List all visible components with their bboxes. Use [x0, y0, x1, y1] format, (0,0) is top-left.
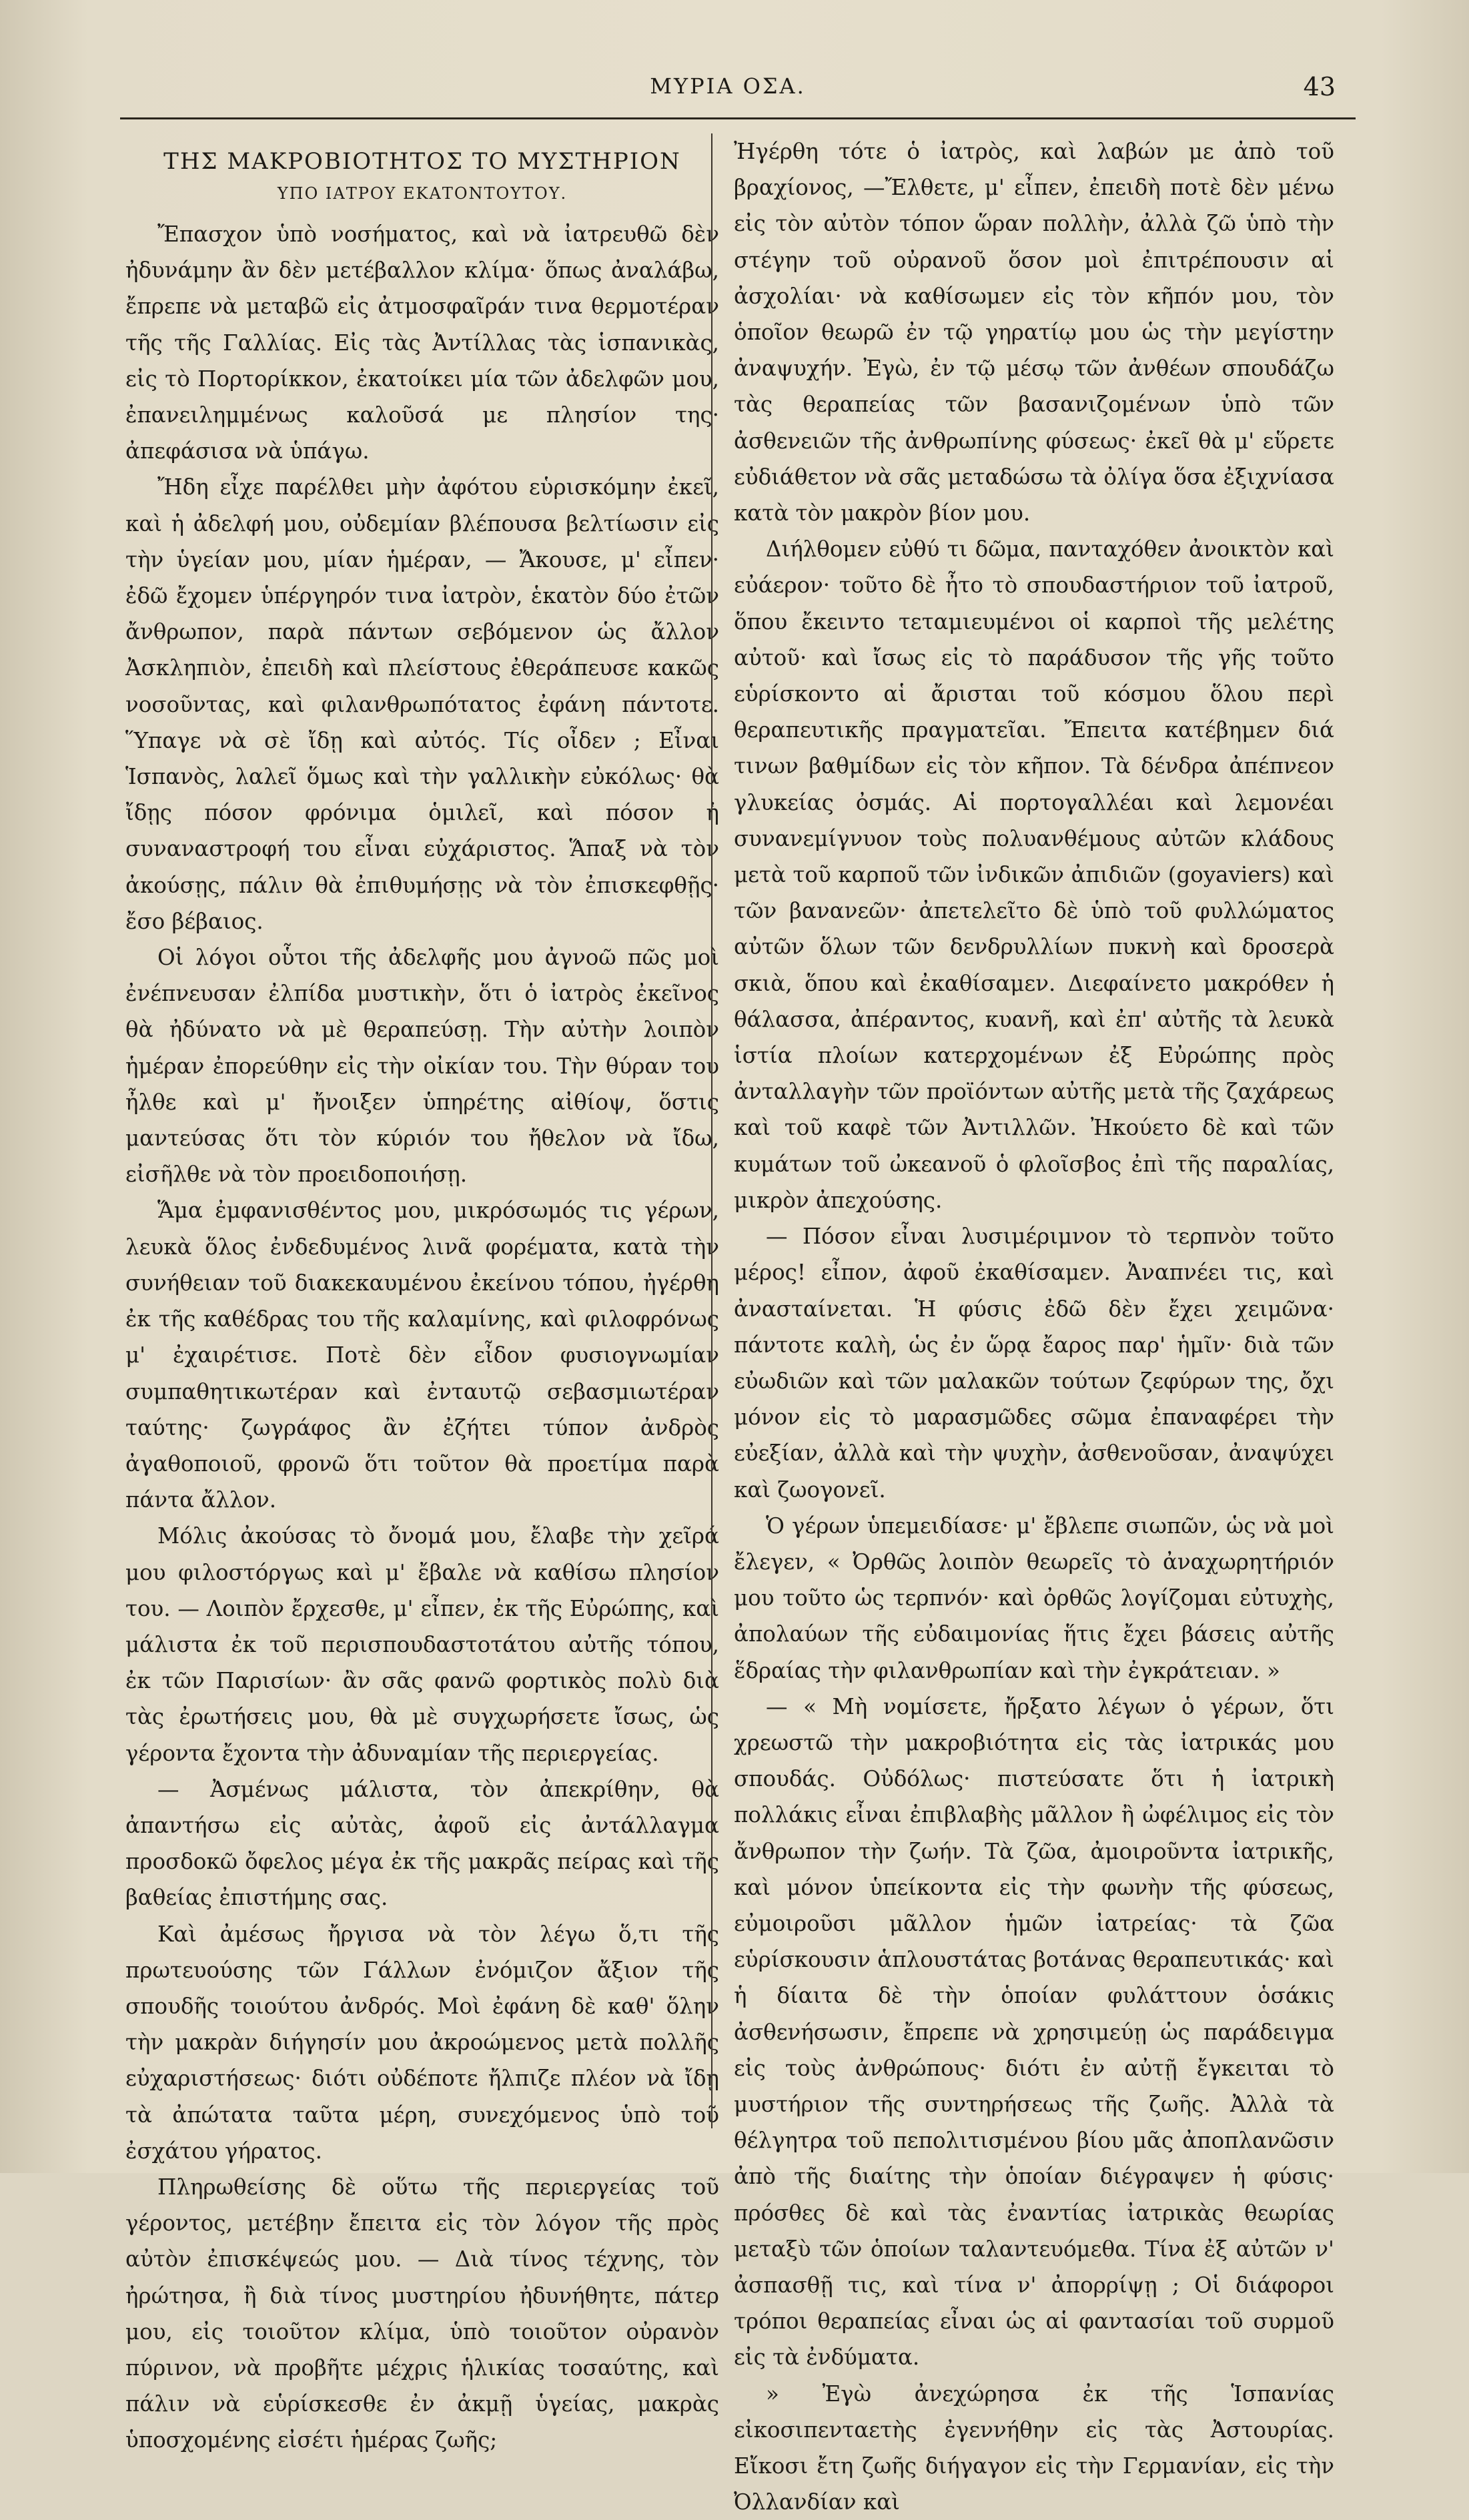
paragraph: — Ἀσμένως μάλιστα, τὸν ἀπεκρίθην, θὰ ἀπαντήσω εἰς αὐτὰς, ἀφοῦ εἰς ἀντάλλαγμα προσδοκῶ ὄφελος μέγα ἐκ τῆς μακρᾶς πείρας καὶ τῆς βαθείας ἐπιστήμης σας. [125, 1776, 719, 1911]
column-divider [711, 133, 712, 2128]
paragraph: — « Μὴ νομίσετε, ἤρξατο λέγων ὁ γέρων, ὅτι χρεωστῶ τὴν μακροβιότητα εἰς τὰς ἰατρικάς μου σπουδάς. Οὐδόλως· πιστεύσατε ὅτι ἡ ἰατρικὴ πολλάκις εἶναι ἐπιβλαβὴς μᾶλλον ἢ ὠφέλιμος εἰς τὸν ἄνθρωπον τὴν ζωήν. Τὰ ζῶα, ἀμοιροῦντα ἰατρικῆς, καὶ μόνον ὑπείκοντα εἰς τὴν φωνὴν τῆς φύσεως, εὐμοιροῦσι μᾶλλον ἡμῶν ἰατρείας· τὰ ζῶα εὑρίσκουσιν ἁπλουστάτας βοτάνας θεραπευτικάς· καὶ ἡ δίαιτα δὲ τὴν ὁποίαν φυλάττουν ὁσάκις ἀσθενήσωσιν, ἔπρεπε νὰ χρησιμεύῃ ὡς παράδειγμα εἰς τοὺς ἀνθρώπους· διότι ἐν αὐτῇ ἔγκειται τὸ μυστήριον τῆς συντηρήσεως τῆς ζωῆς. Ἀλλὰ τὰ θέλγητρα τοῦ πεπολιτισμένου βίου μᾶς ἀποπλανῶσιν ἀπὸ τῆς διαίτης τὴν ὁποίαν διέγραψεν ἡ φύσις· πρόσθες δὲ καὶ τὰς ἐναντίας ἰατρικὰς θεωρίας μεταξὺ τῶν ὁποίων ταλαντευόμεθα. Τίνα ἐξ αὐτῶν ν' ἀσπασθῇ τις, καὶ τίνα ν' ἀπορρίψῃ ; Οἱ διάφοροι τρόποι θεραπείας εἶναι ὡς αἱ φαντασίαι τοῦ συρμοῦ εἰς τὰ ἐνδύματα. [734, 1693, 1334, 2371]
paragraph: » Ἐγὼ ἀνεχώρησα ἐκ τῆς Ἱσπανίας εἰκοσιπενταετὴς ἐγεννήθην εἰς τὰς Ἀστουρίας. Εἴκοσι ἔτη ζωῆς διήγαγον εἰς τὴν Γερμανίαν, εἰς τὴν Ὀλλανδίαν καὶ [734, 2381, 1334, 2515]
paragraph: Ἤδη εἶχε παρέλθει μὴν ἀφότου εὑρισκόμην ἐκεῖ, καὶ ἡ ἀδελφή μου, οὐδεμίαν βλέπουσα βελτίωσιν εἰς τὴν ὑγείαν μου, μίαν ἡμέραν, — Ἄκουσε, μ' εἶπεν· ἐδῶ ἔχομεν ὑπέργηρόν τινα ἰατρὸν, ἑκατὸν δύο ἐτῶν ἄνθρωπον, παρὰ πάντων σεβόμενον ὡς ἄλλον Ἀσκληπιὸν, ἐπειδὴ καὶ πλείστους ἐθεράπευσε κακῶς νοσοῦντας, καὶ φιλανθρωπότατος ἐφάνη πάντοτε. Ὕπαγε νὰ σὲ ἴδῃ καὶ αὐτός. Τίς οἶδεν ; Εἶναι Ἱσπανὸς, λαλεῖ ὅμως καὶ τὴν γαλλικὴν εὐκόλως· θὰ ἴδῃς πόσον φρόνιμα ὁμιλεῖ, καὶ πόσον ἡ συναναστροφή του εἶναι εὐχάριστος. Ἅπαξ νὰ τὸν ἀκούσῃς, πάλιν θὰ ἐπιθυμήσῃς νὰ τὸν ἐπισκεφθῇς· ἔσο βέβαιος. [125, 474, 719, 934]
paragraph: Ὁ γέρων ὑπεμειδίασε· μ' ἔβλεπε σιωπῶν, ὡς νὰ μοὶ ἔλεγεν, « Ὀρθῶς λοιπὸν θεωρεῖς τὸ ἀναχωρητήριόν μου τοῦτο ὡς τερπνόν· καὶ ὀρθῶς λογίζομαι εὐτυχὴς, ἀπολαύων τῆς εὐδαιμονίας ἥτις ἔχει βάσεις αὐτῆς ἕδραίας τὴν φιλανθρωπίαν καὶ τὴν ἐγκράτειαν. » [734, 1513, 1334, 1683]
header-rule [120, 117, 1356, 119]
paragraph: Ἠγέρθη τότε ὁ ἰατρὸς, καὶ λαβών με ἀπὸ τοῦ βραχίονος, —Ἔλθετε, μ' εἶπεν, ἐπειδὴ ποτὲ δὲν μένω εἰς τὸν αὐτὸν τόπον ὥραν πολλὴν, ἀλλὰ ζῶ ὑπὸ τὴν στέγην τοῦ οὐρανοῦ ὅσον μοὶ ἐπιτρέπουσιν αἱ ἀσχολίαι· νὰ καθίσωμεν εἰς τὸν κῆπόν μου, τὸν ὁποῖον θεωρῶ ἐν τῷ γηρατίῳ μου ὡς τὴν μεγίστην ἀναψυχήν. Ἐγὼ, ἐν τῷ μέσῳ τῶν ἀνθέων σπουδάζω τὰς θεραπείας τῶν βασανιζομένων ὑπὸ τῶν ἀσθενειῶν τῆς ἀνθρωπίνης φύσεως· ἐκεῖ θὰ μ' εὕρετε εὐδιάθετον νὰ σᾶς μεταδώσω τὰ ὀλίγα ὅσα ἐξιχνίασα κατὰ τὸν μακρὸν βίον μου. [734, 139, 1334, 526]
page-header [120, 67, 1336, 107]
paragraph: Ἅμα ἐμφανισθέντος μου, μικρόσωμός τις γέρων, λευκὰ ὅλος ἐνδεδυμένος λινᾶ φορέματα, κατὰ τὴν συνήθειαν τοῦ διακεκαυμένου ἐκείνου τόπου, ἠγέρθη ἐκ τῆς καθέδρας του τῆς καλαμίνης, καὶ φιλοφρόνως μ' ἐχαιρέτισε. Ποτὲ δὲν εἶδον φυσιογνωμίαν συμπαθητικωτέραν καὶ ἐνταυτῷ σεβασμιωτέραν ταύτης· ζωγράφος ἂν ἐζήτει τύπον ἀνδρὸς ἀγαθοποιοῦ, φρονῶ ὅτι τοῦτον θὰ προετίμα παρὰ πάντα ἄλλον. [125, 1198, 719, 1513]
left-column [125, 133, 719, 2459]
right-column [734, 133, 1334, 2520]
paragraph: Καὶ ἀμέσως ἤργισα νὰ τὸν λέγω ὅ,τι τῆς πρωτευούσης τῶν Γάλλων ἐνόμιζον ἄξιον τῆς σπουδῆς τοιούτου ἀνδρός. Μοὶ ἐφάνη δὲ καθ' ὅλην τὴν μακρὰν διήγησίν μου ἀκροώμενος μετὰ πολλῆς εὐχαριστήσεως· διότι οὐδέποτε ἤλπιζε πλέον νὰ ἴδῃ τὰ ἀπώτατα ταῦτα μέρη, συνεχόμενος ὑπὸ τοῦ ἐσχάτου γήρατος. [125, 1921, 719, 2164]
paragraph: — Πόσον εἶναι λυσιμέριμνον τὸ τερπνὸν τοῦτο μέρος! εἶπον, ἀφοῦ ἐκαθίσαμεν. Ἀναπνέει τις, καὶ ἀνασταίνεται. Ἡ φύσις ἐδῶ δὲν ἔχει χειμῶνα· πάντοτε καλὴ, ὡς ἐν ὥρᾳ ἔαρος παρ' ἡμῖν· διὰ τῶν εὐωδιῶν καὶ τῶν μαλακῶν τούτων ζεφύρων της, ὄχι μόνον εἰς τὸ μαρασμῶδες σῶμα ἐπαναφέρει τὴν εὐεξίαν, ἀλλὰ καὶ τὴν ψυχὴν, ἀσθενοῦσαν, ἀναψύχει καὶ ζωογονεῖ. [734, 1224, 1334, 1503]
running-head: ΜΥΡΙΑ ΟΣΑ. [650, 73, 806, 99]
paragraph: Πληρωθείσης δὲ οὕτω τῆς περιεργείας τοῦ γέροντος, μετέβην ἔπειτα εἰς τὸν λόγον τῆς πρὸς αὐτὸν ἐπισκέψεώς μου. — Διὰ τίνος τέχνης, τὸν ἠρώτησα, ἢ διὰ τίνος μυστηρίου ἠδυνήθητε, πάτερ μου, εἰς τοιοῦτον κλίμα, ὑπὸ τοιοῦτον οὐρανὸν πύρινον, νὰ προβῆτε μέχρις ἡλικίας τοσαύτης, καὶ πάλιν νὰ εὑρίσκεσθε ἐν ἀκμῇ ὑγείας, μακρὰς ὑποσχομένης εἰσέτι ἡμέρας ζωῆς; [125, 2174, 719, 2453]
page-number: 43 [1303, 72, 1336, 101]
paragraph: Μόλις ἀκούσας τὸ ὄνομά μου, ἔλαβε τὴν χεῖρά μου φιλοστόργως καὶ μ' ἔβαλε νὰ καθίσω πλησίον του. — Λοιπὸν ἔρχεσθε, μ' εἶπεν, ἐκ τῆς Εὐρώπης, καὶ μάλιστα ἐκ τοῦ περισπουδαστοτάτου αὐτῆς τόπου, ἐκ τῶν Παρισίων· ἂν σᾶς φανῶ φορτικὸς πολὺ διὰ τὰς ἐρωτήσεις μου, θὰ μὲ συγχωρήσετε ἴσως, ὡς γέροντα ἔχοντα τὴν ἀδυναμίαν τῆς περιεργείας. [125, 1523, 719, 1766]
article-byline: ΥΠΟ ΙΑΤΡΟΥ ΕΚΑΤΟΝΤΟΥΤΟΥ. [277, 184, 568, 203]
paragraph: Ἔπασχον ὑπὸ νοσήματος, καὶ νὰ ἰατρευθῶ δὲν ἠδυνάμην ἂν δὲν μετέβαλλον κλίμα· ὅπως ἀναλάβω, ἔπρεπε νὰ μεταβῶ εἰς ἀτμοσφαῖράν τινα θερμοτέραν τῆς τῆς Γαλλίας. Εἰς τὰς Ἀντίλλας τὰς ἱσπανικὰς, εἰς τὸ Πορτορίκκον, ἐκατοίκει μία τῶν ἀδελφῶν μου, ἐπανειλημμένως καλοῦσά με πλησίον της· ἀπεφάσισα νὰ ὑπάγω. [125, 222, 719, 464]
paragraph: Διήλθομεν εὐθύ τι δῶμα, πανταχόθεν ἀνοικτὸν καὶ εὐάερον· τοῦτο δὲ ἦτο τὸ σπουδαστήριον τοῦ ἰατροῦ, ὅπου ἔκειντο τεταμιευμένοι οἱ καρποὶ τῆς μελέτης αὐτοῦ· καὶ ἴσως εἰς τὸ παράδυσον τῆς γῆς τοῦτο εὑρίσκοντο αἱ ἄρισται τοῦ κόσμου ὅλου περὶ θεραπευτικῆς πραγματεῖαι. Ἔπειτα κατέβημεν διά τινων βαθμίδων εἰς τὸν κῆπον. Τὰ δένδρα ἀπέπνεον γλυκείας ὀσμάς. Αἱ πορτογαλλέαι καὶ λεμονέαι συνανεμίγνυον τοὺς πολυανθέμους αὐτῶν κλάδους μετὰ τοῦ καρποῦ τῶν ἰνδικῶν ἀπιδιῶν (goyaviers) καὶ τῶν βανανεῶν· ἀπετελεῖτο δὲ ὑπὸ τοῦ φυλλώματος αὐτῶν ὅλων τῶν δενδρυλλίων πυκνὴ καὶ δροσερὰ σκιὰ, ὅπου καὶ ἐκαθίσαμεν. Διεφαίνετο μακρόθεν ἡ θάλασσα, ἀπέραντος, κυανῆ, καὶ ἐπ' αὐτῆς τὰ λευκὰ ἱστία πλοίων κατερχομένων ἐξ Εὐρώπης πρὸς ἀνταλλαγὴν τῶν προϊόντων αὐτῆς μετὰ τῆς ζαχάρεως καὶ τοῦ καφὲ τῶν Ἀντιλλῶν. Ἠκούετο δὲ καὶ τῶν κυμάτων τοῦ ὠκεανοῦ ὁ φλοῖσβος ἐπὶ τῆς παραλίας, μικρὸν ἀπεχούσης. [734, 536, 1334, 1213]
paragraph: Οἱ λόγοι οὗτοι τῆς ἀδελφῆς μου ἀγνοῶ πῶς μοὶ ἐνέπνευσαν ἐλπίδα μυστικὴν, ὅτι ὁ ἰατρὸς ἐκεῖνος θὰ ἠδύνατο νὰ μὲ θεραπεύσῃ. Τὴν αὐτὴν λοιπὸν ἡμέραν ἐπορεύθην εἰς τὴν οἰκίαν του. Τὴν θύραν του ἦλθε καὶ μ' ἤνοιξεν ὑπηρέτης αἰθίοψ, ὅστις μαντεύσας ὅτι τὸν κύριόν του ἤθελον νὰ ἴδω, εἰσῆλθε νὰ τὸν προειδοποιήσῃ. [125, 945, 719, 1188]
article-title: ΤΗΣ ΜΑΚΡΟΒΙΟΤΗΤΟΣ ΤΟ ΜΥΣΤΗΡΙΟΝ [163, 148, 681, 175]
